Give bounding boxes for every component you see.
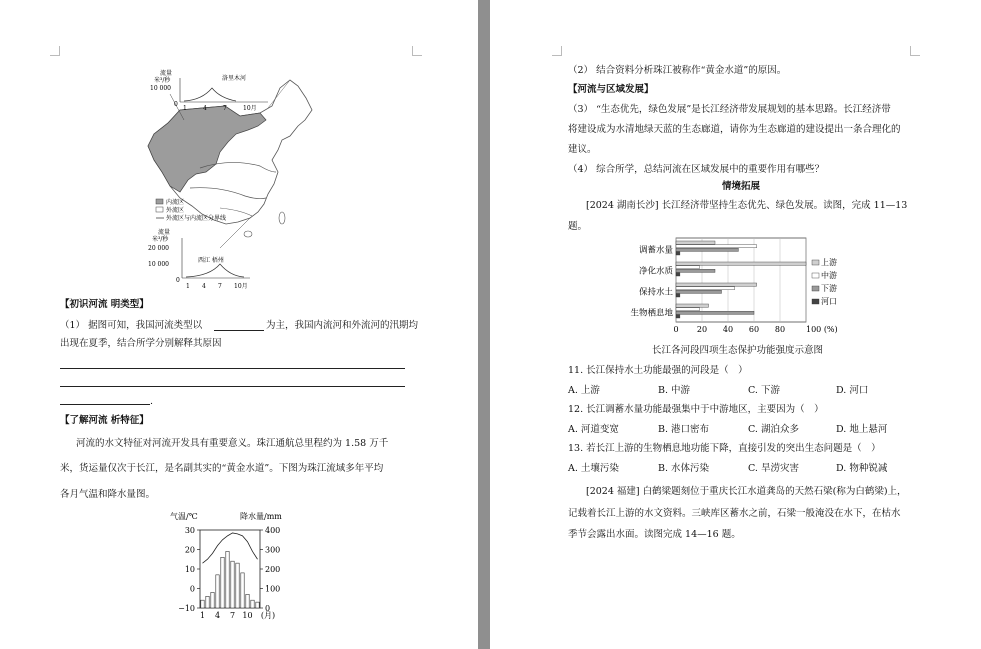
- crop-mark: [50, 46, 60, 56]
- month-tick-label: 1: [199, 611, 206, 620]
- flow2-v1: 20 000: [148, 245, 169, 252]
- precip-bar: [216, 575, 219, 608]
- bar-中游: [676, 308, 699, 311]
- legend-label: 上游: [821, 258, 837, 267]
- legend-label: 中游: [821, 271, 837, 280]
- flow-label: 流量: [160, 70, 173, 77]
- left-page: [0, 0, 478, 649]
- q13-option-a[interactable]: A. 土壤污染: [568, 463, 619, 474]
- intro2-line-3: 季节会露出水面。读图完成 14—16 题。: [568, 529, 741, 540]
- flow2-unit: 米³/秒: [152, 236, 169, 243]
- bar-上游: [676, 304, 709, 307]
- month2-1: 1: [186, 283, 190, 290]
- q12-option-a[interactable]: A. 河道变宽: [568, 424, 619, 435]
- q12-option-d[interactable]: D. 地上悬河: [836, 424, 888, 435]
- q1-part-c: 出现在夏季，结合所学分别解释其原因: [60, 338, 222, 349]
- q12-option-b[interactable]: B. 港口密布: [658, 424, 710, 435]
- q11-option-b[interactable]: B. 中游: [658, 385, 691, 396]
- precip-bar: [241, 573, 244, 608]
- intro2-line-1: [2024 福建] 白鹤梁题刻位于重庆长江水道龚岛的天然石梁(称为白鹤梁)上，: [586, 486, 907, 497]
- page-divider: [478, 0, 490, 649]
- flow-value: 10 000: [150, 85, 171, 92]
- month-4: 4: [203, 105, 207, 112]
- bar-河口: [676, 294, 680, 297]
- month-10: 10月: [243, 105, 257, 112]
- q13-option-c[interactable]: C. 旱涝灾害: [748, 463, 799, 474]
- legend-swatch: [812, 286, 819, 291]
- month2-4: 4: [202, 283, 206, 290]
- legend-outflow: 外流区: [166, 207, 185, 214]
- intro-line-2: 题。: [568, 221, 588, 232]
- precip-bar: [226, 551, 229, 608]
- yangtze-eco-chart: [620, 234, 860, 342]
- zero-label: 0: [174, 101, 178, 108]
- q1-part-a: （1） 据图可知，我国河流类型以: [60, 320, 203, 331]
- intro2-line-2: 记载着长江上游的水文资料。三峡库区蓄水之前，石梁一般淹没在水下，在枯水: [568, 508, 901, 519]
- bar-中游: [676, 287, 735, 290]
- legend-label: 下游: [821, 284, 837, 293]
- q13-option-d[interactable]: D. 物种锐减: [836, 463, 888, 474]
- category-label: 保持水土: [638, 287, 673, 298]
- legend-swatch: [812, 260, 819, 265]
- precip-tick-label: 400: [265, 526, 281, 535]
- legend-swatch: [812, 273, 819, 278]
- month-tick-label: 7: [229, 611, 236, 620]
- temp-tick-label: 20: [184, 545, 195, 555]
- precip-bar: [206, 596, 209, 608]
- month2-7: 7: [218, 283, 222, 290]
- climate-chart: [168, 510, 298, 626]
- month-tick-label: 10: [242, 611, 253, 620]
- q3-line-2: 将建设成为水清地绿天蓝的生态廊道，请你为生态廊道的建设提出一条合理化的: [568, 124, 901, 135]
- crop-mark: [552, 46, 562, 56]
- river-south-name: 西江 梧州: [198, 257, 224, 264]
- q4-text: （4） 综合所学，总结河流在区域发展中的重要作用有哪些？: [568, 164, 825, 175]
- answer-line[interactable]: [60, 386, 405, 387]
- precip-bar: [231, 561, 234, 608]
- legend-swatch: [812, 299, 819, 304]
- bar-河口: [676, 252, 680, 255]
- answer-end: .: [150, 396, 154, 407]
- precip-tick-label: 300: [265, 545, 281, 555]
- section-title-3: 【河流与区域发展】: [568, 84, 654, 95]
- crop-mark: [910, 46, 920, 56]
- q11-text: 11. 长江保持水土功能最强的河段是（ ）: [568, 365, 748, 376]
- x-tick-label: 40: [722, 325, 734, 334]
- x-tick-label: 0: [673, 325, 679, 334]
- precip-bar: [201, 600, 204, 608]
- right-page: [490, 0, 981, 649]
- q12-option-c[interactable]: C. 湖泊众多: [748, 424, 799, 435]
- intro-line-1: [2024 湖南长沙] 长江经济带坚持生态优先、绿色发展。读图，完成 11—13: [586, 200, 908, 211]
- q1-part-b: 为主，我国内流河和外流河的汛期均: [266, 320, 419, 331]
- precip-bar: [211, 592, 214, 608]
- bar-下游: [676, 290, 722, 293]
- extension-title: 情境拓展: [722, 181, 761, 192]
- legend-inland: 内流区: [166, 199, 185, 206]
- month-unit-label: (月): [260, 611, 276, 620]
- q13-text: 13. 若长江上游的生物栖息地功能下降，直接引发的突出生态问题是（ ）: [568, 443, 881, 454]
- section-title-2: 【了解河流 析特征】: [60, 415, 149, 426]
- q11-option-c[interactable]: C. 下游: [748, 385, 780, 396]
- precip-tick-label: 100: [265, 584, 281, 594]
- china-river-map: [140, 68, 320, 293]
- bar-河口: [676, 273, 680, 276]
- bar-下游: [676, 248, 738, 251]
- flow-unit: 米³/秒: [154, 77, 171, 84]
- section-title-1: 【初识河流 明类型】: [60, 299, 149, 310]
- month-7: 7: [223, 105, 227, 112]
- bar-中游: [676, 245, 757, 248]
- temperature-line: [203, 533, 258, 563]
- q12-text: 12. 长江调蓄水量功能最强集中于中游地区，主要因为（ ）: [568, 404, 824, 415]
- flow2-label: 流量: [158, 229, 171, 236]
- answer-line[interactable]: [60, 404, 150, 405]
- q11-option-a[interactable]: A. 上游: [568, 385, 600, 396]
- zero-label-2: 0: [176, 277, 180, 284]
- temp-tick-label: −10: [178, 604, 195, 613]
- q13-option-b[interactable]: B. 水体污染: [658, 463, 710, 474]
- month-tick-label: 4: [214, 611, 221, 620]
- temp-tick-label: 30: [184, 526, 195, 535]
- legend-label: 河口: [821, 297, 837, 306]
- answer-line[interactable]: [60, 368, 405, 369]
- category-label: 净化水质: [638, 266, 673, 277]
- x-tick-label: 20: [696, 325, 708, 334]
- river-north-name: 洛里木河: [222, 75, 247, 82]
- bar-上游: [676, 241, 715, 244]
- bar-中游: [676, 266, 699, 269]
- month2-10: 10月: [234, 283, 248, 290]
- precip-bar: [236, 563, 239, 608]
- crop-mark: [412, 46, 422, 56]
- temp-tick-label: 10: [184, 565, 195, 574]
- blank-line[interactable]: [214, 330, 264, 331]
- precip-tick-label: 200: [265, 565, 281, 574]
- bar-上游: [676, 262, 806, 265]
- category-label: 生物栖息地: [630, 308, 673, 319]
- precip-bar: [251, 600, 254, 608]
- precip-tick-label: 0: [265, 604, 271, 613]
- x-tick-label: 80: [774, 325, 786, 334]
- paragraph-line-1: 河流的水文特征对河流开发具有重要意义。珠江通航总里程约为 1.58 万千: [76, 438, 389, 449]
- month-1: 1: [183, 105, 187, 112]
- q3-line-3: 建议。: [568, 144, 597, 155]
- legend-boundary: 外流区与内流区分界线: [166, 215, 227, 222]
- precip-bar: [246, 594, 249, 608]
- temp-tick-label: 0: [189, 584, 195, 594]
- bar-河口: [676, 315, 680, 318]
- bar-下游: [676, 311, 754, 314]
- category-label: 调蓄水量: [638, 245, 673, 256]
- x-tick-label: 60: [748, 325, 760, 334]
- bar-上游: [676, 283, 757, 286]
- paragraph-line-2: 米，货运量仅次于长江，是名副其实的“黄金水道”。下图为珠江流域多年平均: [60, 463, 384, 474]
- flow2-v2: 10 000: [148, 261, 169, 268]
- chart-caption: 长江各河段四项生态保护功能强度示意图: [652, 345, 824, 356]
- x-tick-label: 100 (%): [806, 325, 838, 334]
- bar-下游: [676, 269, 715, 272]
- temp-axis-label: 气温/℃: [170, 512, 198, 521]
- precip-bar: [256, 602, 259, 608]
- q11-option-d[interactable]: D. 河口: [836, 385, 869, 396]
- precip-bar: [221, 557, 224, 608]
- paragraph-line-3: 各月气温和降水量图。: [60, 489, 156, 500]
- q3-line-1: （3） “生态优先，绿色发展”是长江经济带发展规划的基本思路。长江经济带: [568, 104, 891, 115]
- precip-axis-label: 降水量/mm: [240, 512, 282, 521]
- q2-text: （2） 结合资料分析珠江被称作“黄金水道”的原因。: [568, 65, 787, 76]
